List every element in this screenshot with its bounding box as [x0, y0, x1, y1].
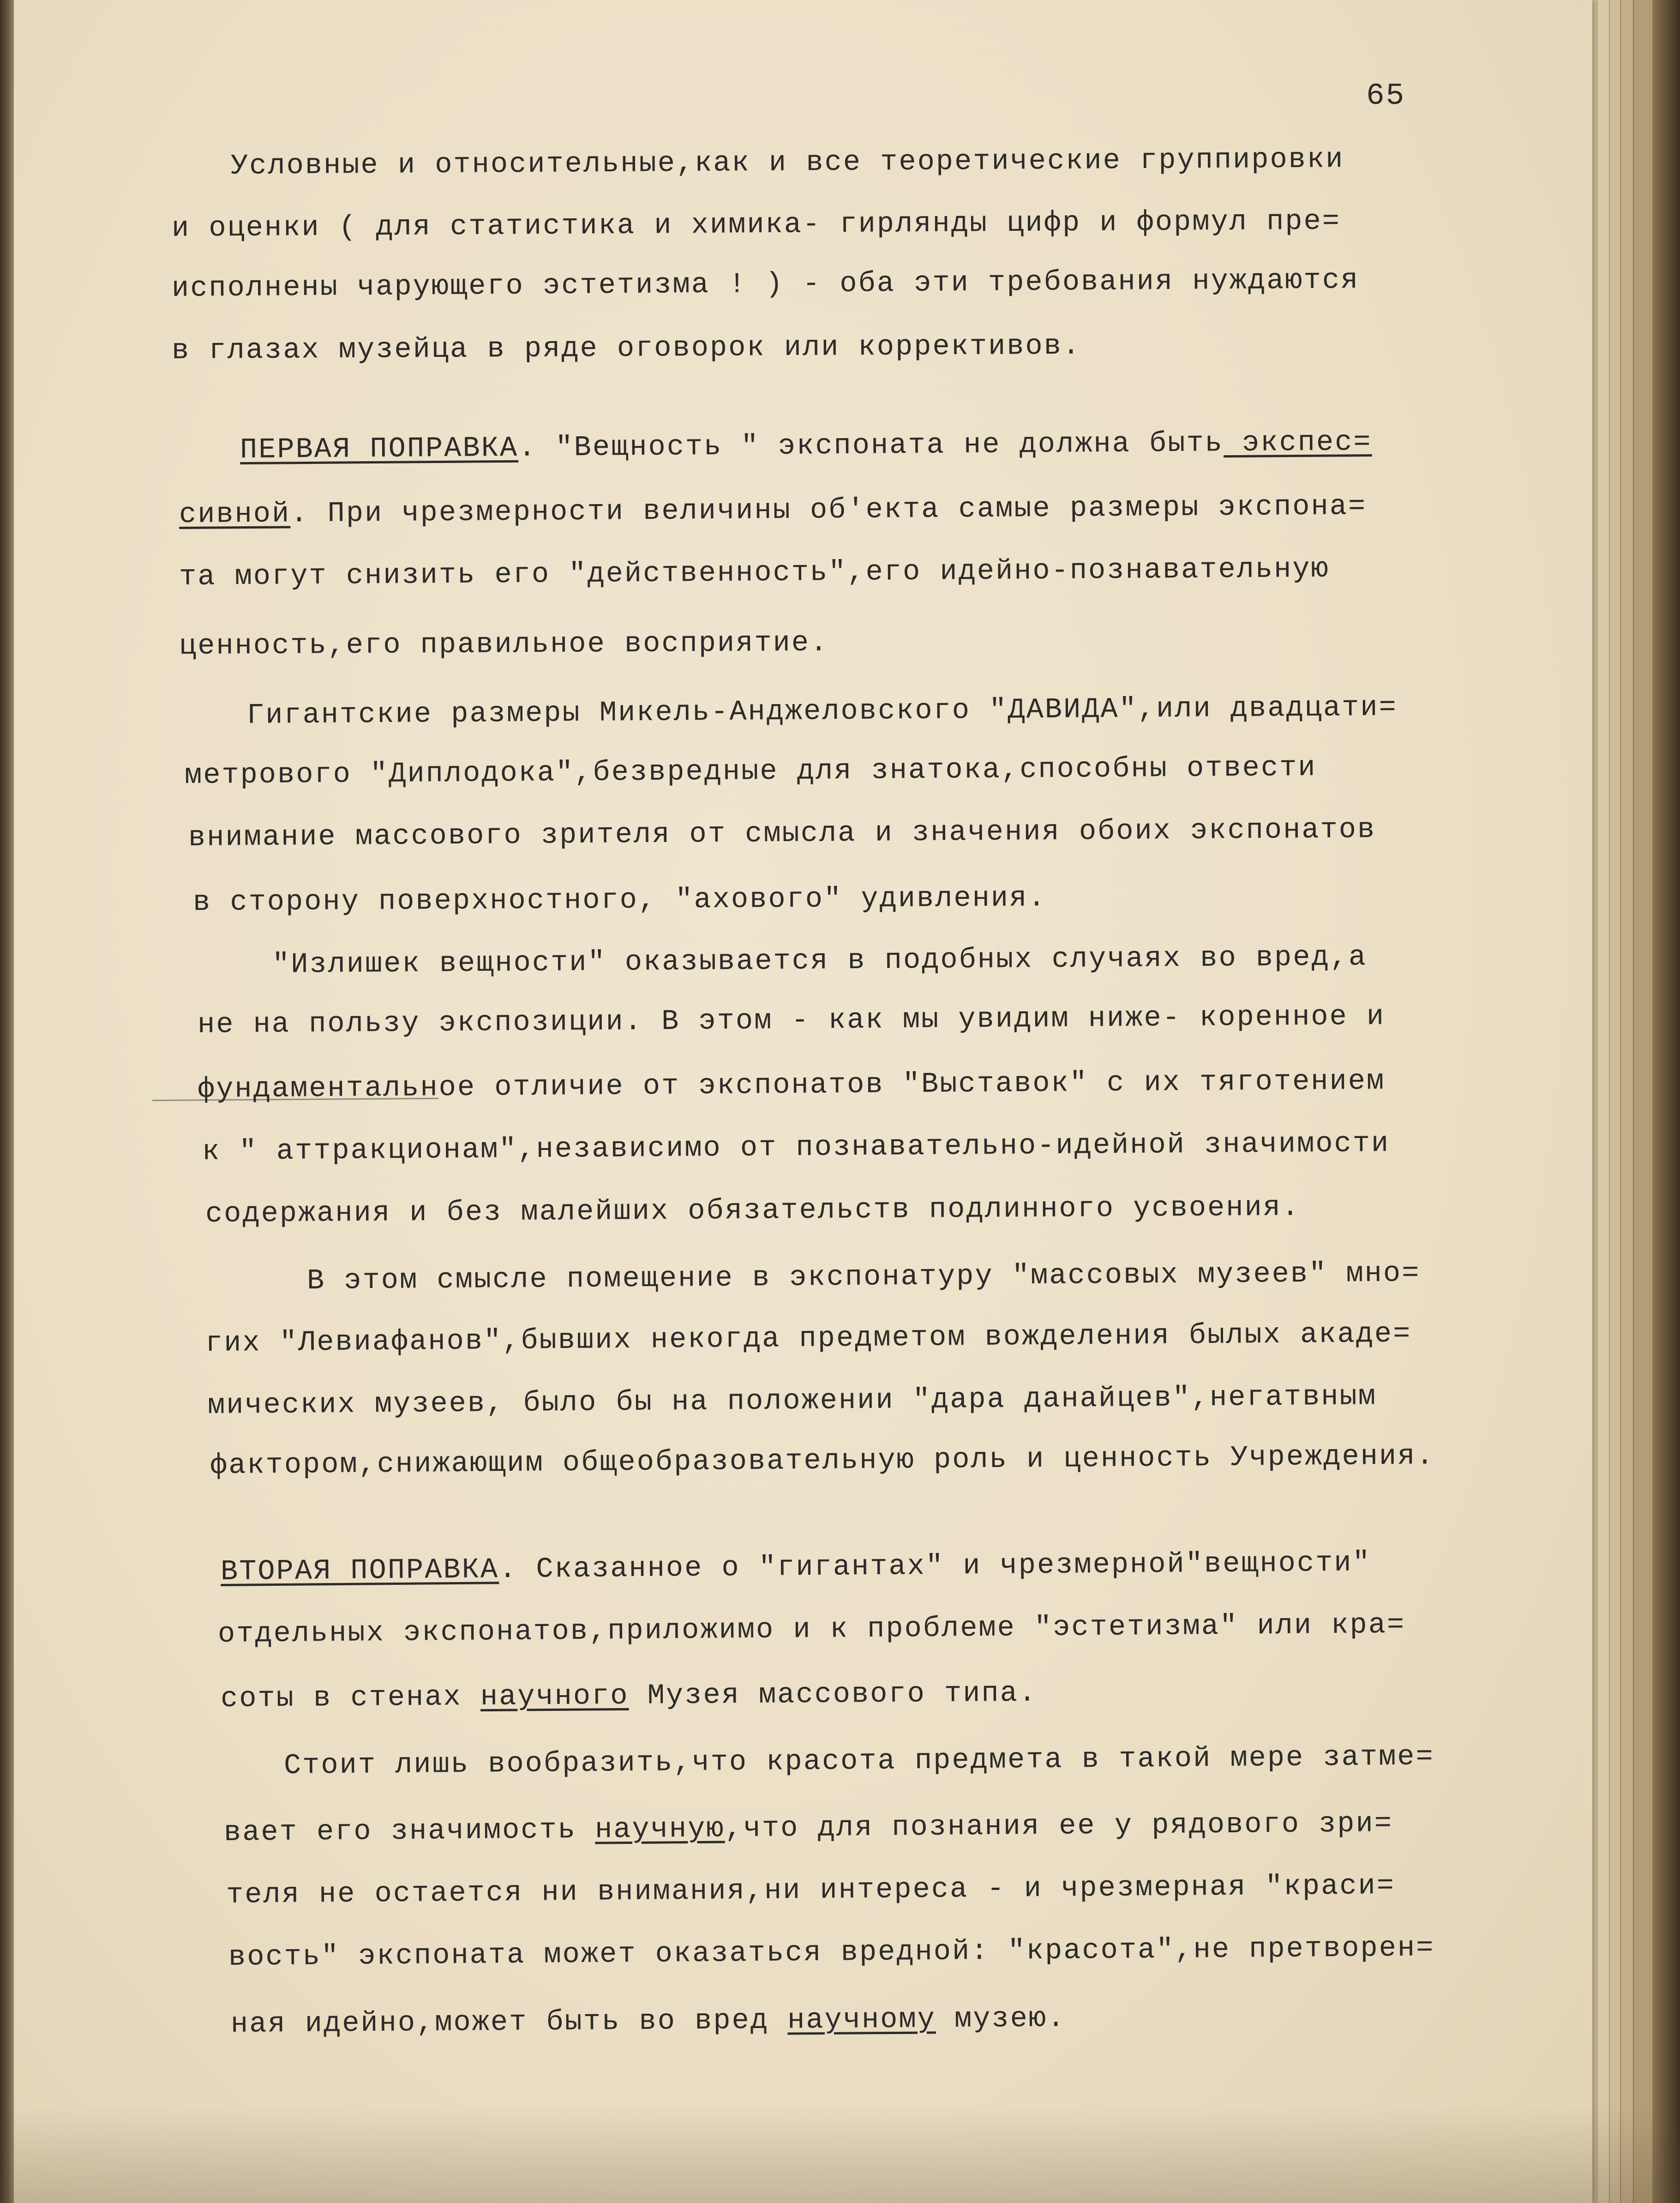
text-span: соты в стенах — [220, 1680, 481, 1715]
text-line: та могут снизить его "действенность",его идейно-познавательную — [179, 552, 1330, 593]
text-line: Стоит лишь вообразить,что красота предмета в такой мере затме= — [283, 1740, 1434, 1782]
text-span: музею. — [936, 2002, 1066, 2036]
text-span: ная идейно,может быть во вред — [230, 2004, 788, 2040]
text-line: отдельных экспонатов,приложимо и к проблеме "эстетизма" или кра= — [217, 1608, 1406, 1650]
text-span: . "Вещность " экспоната не должна быть — [518, 427, 1224, 464]
underlined-text: научного — [480, 1679, 629, 1714]
text-line: в глазах музейца в ряде оговорок или коррективов. — [171, 329, 1081, 367]
text-line: вость" экспоната может оказаться вредной: "красота",не претворен= — [228, 1931, 1435, 1974]
text-line: Гигантские размеры Микель-Анджеловского "ДАВИДА",или двадцати= — [246, 691, 1398, 732]
text-line: мических музеев, было бы на положении "дара данайцев",негатвным — [207, 1380, 1377, 1422]
text-line: "Излишек вещности" оказывается в подобных случаях во вред,а — [272, 940, 1368, 981]
text-line — [240, 424, 1372, 469]
text-line: ценность,его правильное восприятие. — [179, 626, 829, 662]
underlined-text: экспес= — [1223, 425, 1372, 460]
underlined-text: сивной — [179, 497, 291, 531]
text-line: и оценки ( для статистика и химика- гирлянды цифр и формул пре= — [171, 205, 1341, 245]
text-line: к " аттракционам",независимо от познавательно-идейной значимости — [202, 1127, 1390, 1168]
text-line: Условные и относительные,как и все теоретические группировки — [230, 143, 1344, 182]
text-line — [221, 1544, 1371, 1590]
section-heading: ВТОРАЯ ПОПРАВКА — [220, 1553, 499, 1588]
text-line: исполнены чарующего эстетизма ! ) - оба эти требования нуждаются — [171, 264, 1360, 305]
text-span: . Сказанное о "гигантах" и чрезмерной"вещности" — [498, 1546, 1371, 1586]
underlined-text: научную — [594, 1812, 725, 1846]
underlined-text: научному — [787, 2003, 936, 2037]
section-heading: ПЕРВАЯ ПОПРАВКА — [240, 431, 519, 466]
text-line: не на пользу экспозиции. В этом - как мы увидим ниже- коренное и — [197, 1000, 1386, 1041]
text-line — [224, 1805, 1393, 1851]
text-line — [231, 2000, 1066, 2043]
text-span: . При чрезмерности величины об'екта самые размеры экспона= — [290, 490, 1367, 530]
text-line: фундаментальное отличие от экспонатов "Выставок" с их тяготением — [197, 1065, 1386, 1106]
text-line: внимание массового зрителя от смысла и значения обоих экспонатов — [188, 813, 1376, 854]
text-line: метрового "Диплодока",безвредные для знатока,способны отвести — [184, 751, 1317, 792]
text-span: Музея массового типа. — [629, 1676, 1038, 1712]
text-line: В этом смысле помещение в экспонатуру "массовых музеев" мно= — [306, 1257, 1421, 1297]
text-span: ,что для познания ее у рядового зри= — [725, 1807, 1393, 1845]
text-line: гих "Левиафанов",бывших некогда предметом вожделения былых акаде= — [205, 1317, 1412, 1360]
text-line: фактором,снижающим общеобразовательную роль и ценность Учреждения. — [210, 1439, 1435, 1482]
text-line: содержания и без малейших обязательств подлинного усвоения. — [205, 1191, 1301, 1230]
text-line: теля не остается ни внимания,ни интереса - и чрезмерная "краси= — [226, 1869, 1396, 1911]
text-line — [179, 488, 1367, 533]
text-line — [221, 1675, 1038, 1717]
text-line: в сторону поверхностного, "ахового" удивления. — [192, 881, 1047, 919]
page-number: 65 — [1366, 78, 1406, 113]
text-span: вает его значимость — [223, 1813, 595, 1849]
